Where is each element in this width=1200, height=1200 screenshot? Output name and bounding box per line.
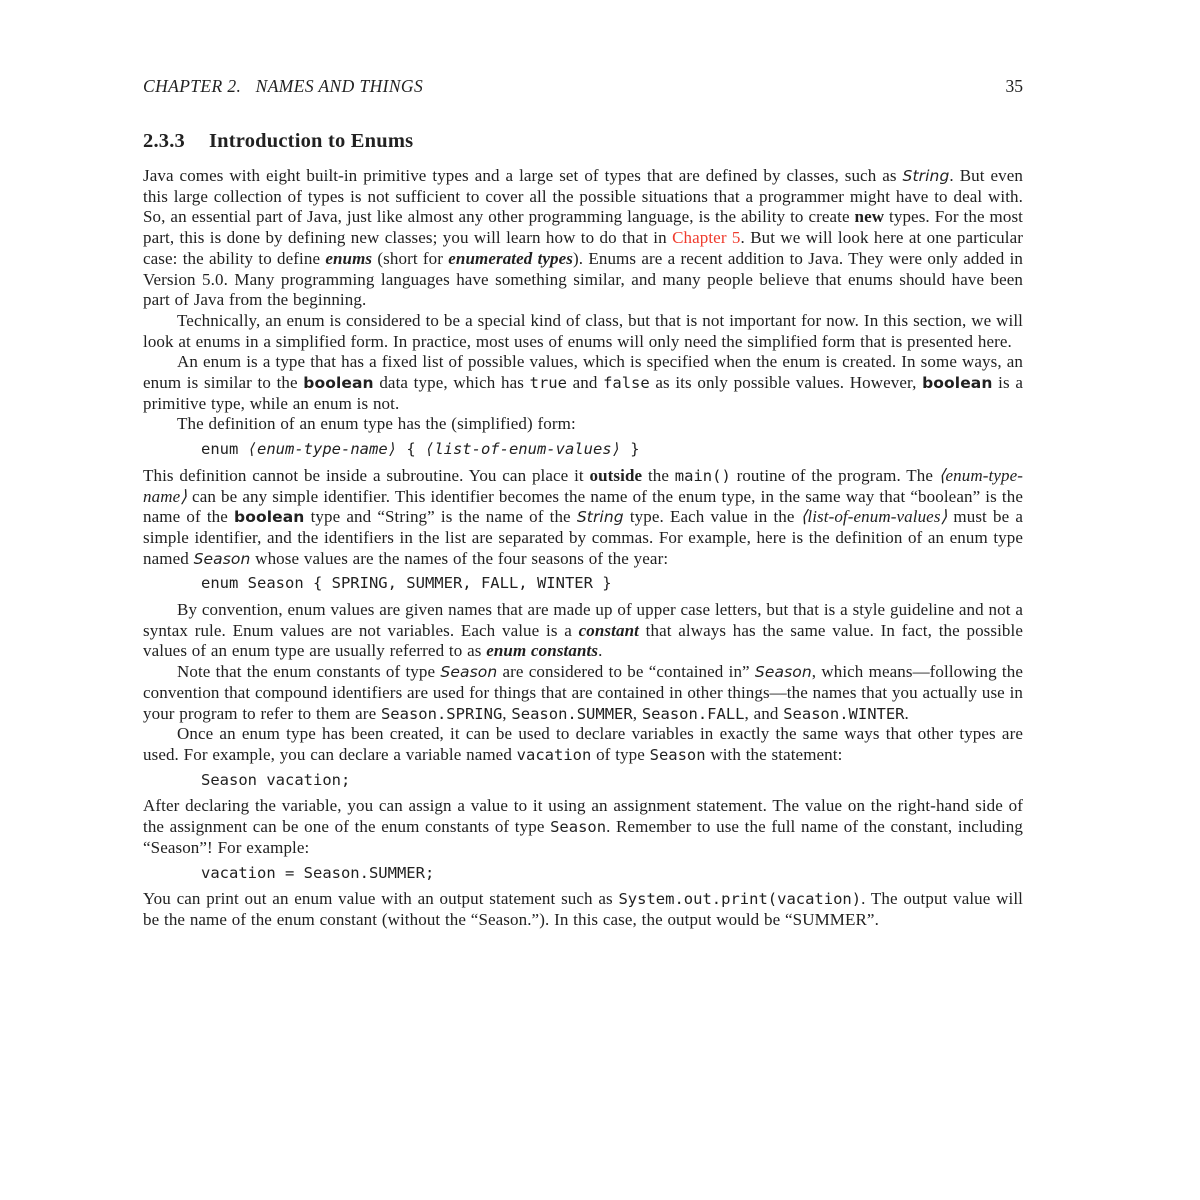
body-text [143,166,1023,931]
text-run: enum constants [486,641,599,661]
text-run: String [576,508,624,527]
text-run: After declaring the variable, you can assign a value to it using an assignment statement. The value on the right-hand side of the assignment can be one of the enum constants of type [143,796,1023,837]
text-run: . But we will look here at one particular case: the ability to define [143,228,1023,268]
text-run: Season [754,663,812,682]
page-number: 35 [1005,76,1023,96]
code-line [201,439,1023,460]
text-run: and [566,373,604,393]
text-run: String [902,167,950,185]
text-run: vacation = Season.SUMMER; [201,863,435,882]
text-run: routine of the program. The [730,465,939,485]
text-run: ⟨list-of-enum-values⟩ [800,507,948,527]
paragraph [143,600,1023,662]
text-run: constant [578,620,639,640]
text-run: with the statement: [705,744,843,764]
text-run: System.out.print(vacation) [618,890,862,909]
section-number: 2.3.3 [143,130,185,152]
text-run: ). Enums are a recent addition to Java. They were only added in Version 5.0. Many programming languages have something similar, and many people believe that enums should have been part of Java from the beginning. [143,248,1023,310]
text-run: , which means—following the convention that compound identifiers are used for things that are contained in other things—the names that you actually use in your program to refer to them are [143,662,1023,723]
paragraph [143,466,1023,570]
text-run: boolean [303,374,374,393]
text-run: boolean [922,374,993,393]
text-run: is a primitive type, while an enum is not. [143,373,1023,413]
text-run: type. Each value in the [623,507,801,527]
text-run: that always has the same value. In fact, the possible values of an enum type are usually referred to as [143,620,1023,661]
text-run: Technically, an enum is considered to be a special kind of class, but that is not important for now. In this section, we will look at enums in a simplified form. In practice, most uses of enums will only need the simplified form that is presented here. [143,310,1023,351]
text-run: whose values are the names of the four seasons of the year: [250,548,669,568]
text-run: enum [201,440,248,459]
text-run: (short for [372,248,449,268]
text-run: true [529,374,567,393]
text-run: ⟨enum-type-name⟩ [247,440,397,459]
text-run: main() [674,466,731,485]
text-run: enumerated types [448,248,574,268]
text-run: ⟨list-of-enum-values⟩ [424,440,621,459]
code-line [201,770,1023,791]
text-run: , [502,703,512,723]
paragraph [143,662,1023,724]
text-run: Season [649,745,706,764]
paragraph [143,352,1023,414]
text-run: can be any simple identifier. This identifier becomes the name of the enum type, in the same way that “boolean” is the name of the [143,486,1023,527]
code-line [201,863,1023,884]
text-run: Note that the enum constants of type [177,662,441,682]
text-run: types. For the most part, this is done by defining new classes; you will learn how to do that in [143,207,1023,248]
paragraph [143,311,1023,352]
text-run: , [632,703,642,723]
text-run: the [642,465,675,485]
page-content-area [143,76,1023,931]
text-run: An enum is a type that has a fixed list of possible values, which is specified when the enum is created. In some ways, an enum is similar to the [143,352,1023,393]
text-run: false [603,374,650,393]
text-run: { [396,440,425,459]
text-run: Season [193,549,251,568]
code-line [201,573,1023,594]
text-run: enum Season { SPRING, SUMMER, FALL, WINTER } [201,574,612,593]
text-run: The definition of an enum type has the (simplified) form: [177,414,576,434]
text-run: Season.SPRING [380,704,503,723]
paragraph [143,889,1023,930]
text-run: You can print out an enum value with an output statement such as [143,889,619,909]
text-run: outside [589,465,643,485]
text-run: Season [550,818,607,837]
running-header-title: CHAPTER 2. NAMES AND THINGS [143,76,424,96]
text-run: type and “String” is the name of the [304,507,577,527]
text-run: . [598,641,603,661]
text-run: vacation [516,745,592,764]
running-header [143,76,1023,96]
text-run: } [620,440,640,459]
paragraph [143,724,1023,765]
section-heading [143,129,1023,153]
text-run: data type, which has [373,373,530,393]
text-run: This definition cannot be inside a subroutine. You can place it [143,465,590,485]
text-run: are considered to be “contained in” [497,662,755,682]
text-run: . Remember to use the full name of the constant, including “Season”! For example: [143,817,1023,857]
text-run: . [904,703,909,723]
text-run: Once an enum type has been created, it can be used to declare variables in exactly the same ways that other types are used. For example, you can declare a variable named [143,724,1023,764]
text-run: , and [744,703,784,723]
text-run: of type [591,744,650,764]
text-run: new [854,207,885,227]
text-run: Season.WINTER [783,704,905,723]
paragraph [143,796,1023,858]
text-run: Season [440,663,498,682]
chapter-5-link[interactable]: Chapter 5 [672,228,741,248]
paragraph [143,414,1023,435]
text-run: By convention, enum values are given names that are made up of upper case letters, but that is a style guideline and not a syntax rule. Enum values are not variables. Each value is a [143,600,1023,640]
section-title: Introduction to Enums [209,130,414,152]
text-run: Season.FALL [641,704,745,723]
text-run: as its only possible values. However, [649,373,923,393]
text-run: enums [325,248,373,268]
text-run: Java comes with eight built-in primitive types and a large set of types that are defined by classes, such as [143,166,903,185]
text-run: . But even this large collection of types is not sufficient to cover all the possible situations that a programmer might have to deal with. So, an essential part of Java, just like almost any other programming language, is the ability to create [143,166,1023,227]
text-run: ⟨enum-type-name⟩ [143,465,1023,506]
text-run: boolean [234,508,305,527]
text-run: Season vacation; [201,770,351,789]
paragraph [143,166,1023,311]
text-run: must be a simple identifier, and the identifiers in the list are separated by commas. For example, here is the definition of an enum type named [143,507,1024,568]
text-run: . The output value will be the name of the enum constant (without the “Season.”). In this case, the output would be “SUMMER”. [143,889,1023,929]
text-run: Season.SUMMER [511,704,633,723]
